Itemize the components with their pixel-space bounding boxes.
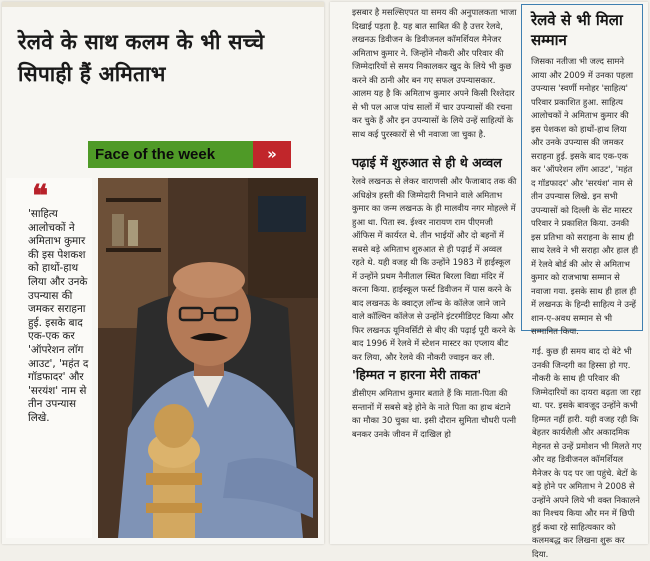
portrait-illustration [98,178,318,538]
continued-paragraph: गई. कुछ ही समय बाद दो बेटे भी उनकी जिन्दगी का हिस्सा हो गए. नौकरी के साथ ही परिवार की जिम्मेदारियों का दायरा बढ़ता जा रहा था. पर. इसके बावजूद उन्होंने कभी हिम्मत नहीं हारी. यही वजह रही कि बेहतर कार्यशैली और अकादमिक मेहनत से उन्हें प्रमोशन भी मिलते गए और वह डिवीजनल कॉमर्शियल मैनेजर के पद पर जा पहुंचे. बेटों के बड़े होने पर अमिताभ ने 2008 से उन्होंने अपने लिये भी वक्त निकालने का निश्चय किया और मन में छिपी हुई कथा रहे साहित्यकार को कलमबद्ध कर लिखना शुरू कर दिया. [532,346,642,559]
pull-quote-text: 'साहित्य आलोचकों ने अमिताभ कुमार की इस पेशकश को हाथों-हाथ लिया और उनके उपन्यास की जमकर सराहना हुई. इसके बाद एक-एक कर 'ऑपरेशन लॉग आउट', 'महंत द गॉडफादर' और 'सरयंश' नाम से तीन उपन्यास लिखे. [28,208,89,424]
face-of-the-week-banner [88,141,318,168]
intro-paragraph: इसबार है मसल्सिएपत या समय की अनुपालकता भाजा दिखाई पड़ता है. यह बात साबित की है उत्तर रेलवे, लखनऊ डिवीजन के डिवीजनल कॉमर्शियल मैनेजर अमिताभ कुमार ने. जिन्होंने नौकरी और परिवार की जिम्मेदारियों से समय निकालकर खुद के लिये भी कुछ करने की ठानी और बन गए सफल उपन्यासकार. आलम यह है कि अमिताभ कुमार अपने किसी रिश्तेदार से भी पल आज पांच सालों में चार उपन्यासों की रचना कर चुके हैं और इन उपन्यासों के लिये उन्हें साहित्यों के साथ कई पुरस्कारों से भी नवाजा जा चुका है. [352,7,517,139]
sidebar-box-title: रेलवे से भी मिला सम्मान [531,11,623,49]
subhead-education: पढ़ाई में शुरुआत से ही थे अव्वल [352,155,502,170]
portrait-photo [98,178,318,538]
double-chevron-icon: » [253,141,291,168]
education-paragraph: रेलवे लखनऊ से लेकर वाराणसी और फैजाबाद तक की अधिक्षेत्र हस्ती की जिम्मेदारी निभाने वाले अमिताभ कुमार का जन्म लखनऊ के ही मालवीय नगर मोहल्ले में हुआ था. पिता स्व. ईश्वर नारायण राम पीएमजी ऑफिस में कार्यरत थे. तीन भाईयों और दो बहनों में सबसे बड़े अमिताभ शुरुआत से ही पढ़ाई में अव्वल रहते थे. यही वजह थी कि उन्होंने 1983 में हाईस्कूल में उन्होंने प्रथम नैनीताल स्थित बिरला विद्या मंदिर में करना किया. हाईस्कूल फर्स्ट डिवीजन में पास करने के बाद लखनऊ के क्वाट्ज़ लॉन्च के कॉलेज जाने जाने वाले कॉल्विन कॉलेज से उन्होंने इंटरमीडिएट किया और फिर लखनऊ यूनिवर्सिटी से बीए की पढ़ाई पूरी करने के बाद 1996 में रेलवे में स्टेशन मास्टर का एप्लाय बीट कर लिया, और रेलवे की नौकरी ज्वाइन कर ली. [352,176,517,362]
subhead-courage: 'हिम्मत न हारना मेरी ताकत' [352,367,482,382]
courage-paragraph: डीसीएम अमिताभ कुमार बताते हैं कि माता-पिता की सन्तानों में सबसे बड़े होने के नाते पिता का हाथ बंटाने का मौका 30 चुका था. इसी दौरान सुमिता चौधरी पत्नी बनकर उनके जीवन में दाखिल हो [352,388,517,439]
article-body [352,152,517,441]
clipping-top-edge [2,2,324,7]
quote-mark-icon: ❝ [32,179,49,214]
sidebar-box-text: जिसका नतीजा भी जल्द सामने आया और 2009 में उनका पहला उपन्यास 'स्वर्णी मनोहर 'साहित्य' परिवार प्रकाशित हुआ. साहित्य आलोचकों ने अमिताभ कुमार की इस पेशकश को हाथों-हाथ लिया और उनके उपन्यास की जमकर सराहना हुई. इसके बाद एक-एक कर 'ऑपरेशन लॉग आउट', 'महंत द गॉडफादर' और 'सरयंश' नाम से तीन उपन्यास लिखे. इन सभी उपन्यासों को दिल्ली के सेंट मास्टर परिवार ने प्रकाशित किया. उनकी इस प्रतिभा को सराहना के साथ ही साथ रेलवे ने भी सराहा और हाल ही में रेलवे बोर्ड की ओर से अमिताभ कुमार को राजभाषा सम्मान से नवाजा गया. इसके साथ ही हाल ही में लखनऊ के हिन्दी साहित्य ने उन्हें शान-ए-अवध सम्मान से भी सम्मानित किया. [531,56,639,336]
article-intro [352,6,517,141]
article-headline: रेलवे के साथ कलम के भी सच्चे सिपाही हैं अमिताभ [18,30,265,86]
face-of-the-week-label: Face of the week [88,141,260,168]
